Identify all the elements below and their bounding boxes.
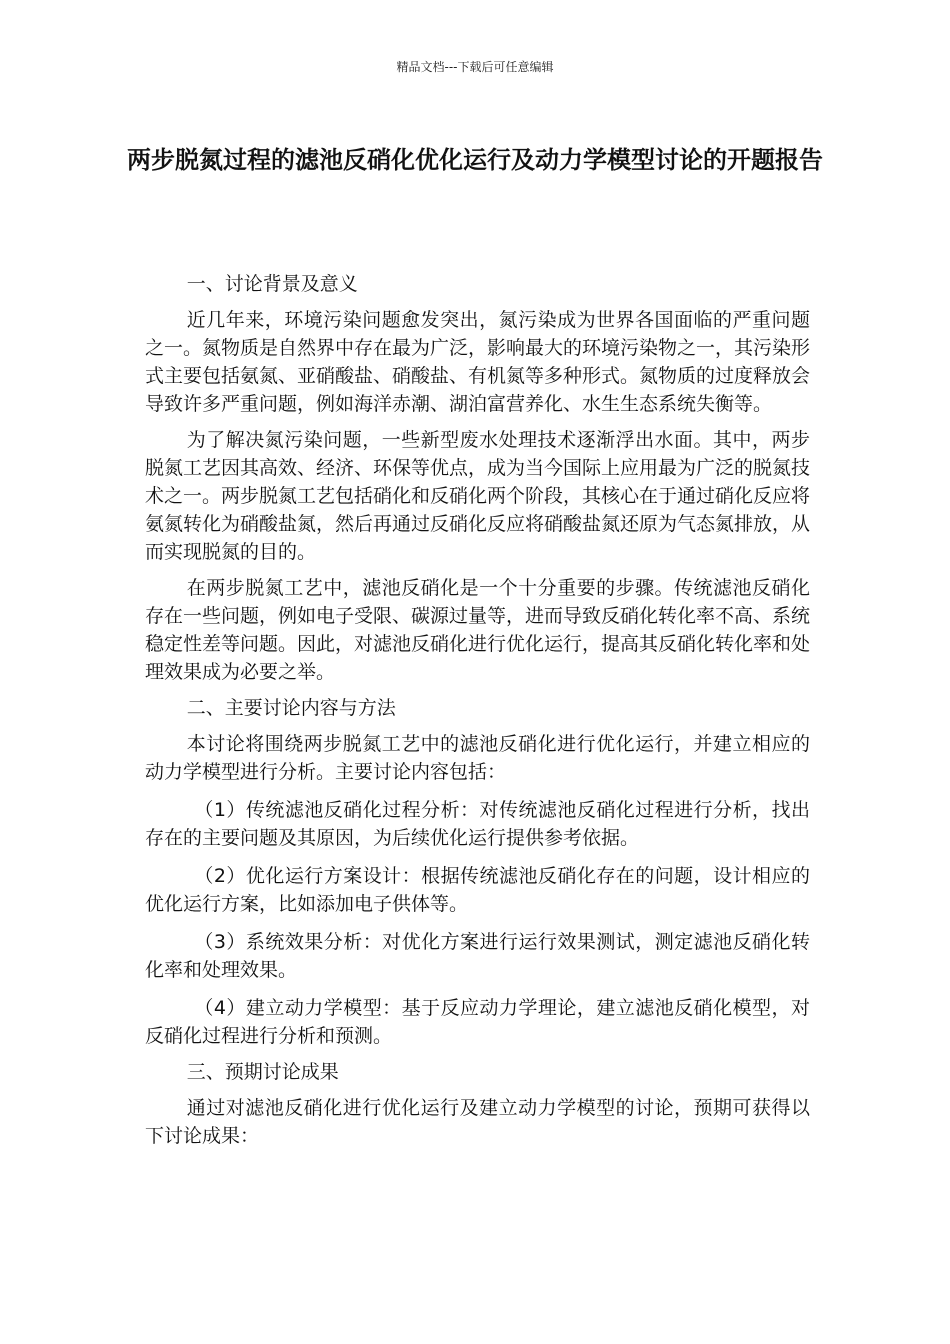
paragraph-results-1: 通过对滤池反硝化进行优化运行及建立动力学模型的讨论，预期可获得以下讨论成果：: [145, 1097, 810, 1147]
list-item-4: （4）建立动力学模型：基于反应动力学理论，建立滤池反硝化模型，对反硝化过程进行分析和预测。: [145, 997, 810, 1047]
section-heading-background: 一、讨论背景及意义: [186, 273, 358, 295]
page-header: 精品文档---下载后可任意编辑: [396, 60, 554, 74]
section-heading-results: 三、预期讨论成果: [186, 1061, 339, 1083]
list-item-1: （1）传统滤池反硝化过程分析：对传统滤池反硝化过程进行分析，找出存在的主要问题及其原因，为后续优化运行提供参考依据。: [145, 799, 810, 849]
paragraph-background-1: 近几年来，环境污染问题愈发突出，氮污染成为世界各国面临的严重问题之一。氮物质是自然界中存在最为广泛，影响最大的环境污染物之一，其污染形式主要包括氨氮、亚硝酸盐、硝酸盐、有机氮等多种形式。氮物质的过度释放会导致许多严重问题，例如海洋赤潮、湖泊富营养化、水生生态系统失衡等。: [145, 309, 811, 415]
section-heading-content: 二、主要讨论内容与方法: [186, 697, 396, 719]
document-body: [145, 270, 810, 1158]
paragraph-background-3: 在两步脱氮工艺中，滤池反硝化是一个十分重要的步骤。传统滤池反硝化存在一些问题，例如电子受限、碳源过量等，进而导致反硝化转化率不高、系统稳定性差等问题。因此，对滤池反硝化进行优化运行，提高其反硝化转化率和处理效果成为必要之举。: [145, 577, 811, 683]
paragraph-background-2: 为了解决氮污染问题，一些新型废水处理技术逐渐浮出水面。其中，两步脱氮工艺因其高效、经济、环保等优点，成为当今国际上应用最为广泛的脱氮技术之一。两步脱氮工艺包括硝化和反硝化两个阶段，其核心在于通过硝化反应将氨氮转化为硝酸盐氮，然后再通过反硝化反应将硝酸盐氮还原为气态氮排放，从而实现脱氮的目的。: [145, 429, 811, 563]
list-item-2: （2）优化运行方案设计：根据传统滤池反硝化存在的问题，设计相应的优化运行方案，比如添加电子供体等。: [145, 865, 810, 915]
document-title: 两步脱氮过程的滤池反硝化优化运行及动力学模型讨论的开题报告: [127, 146, 823, 174]
list-item-3: （3）系统效果分析：对优化方案进行运行效果测试，测定滤池反硝化转化率和处理效果。: [145, 931, 810, 981]
paragraph-content-intro: 本讨论将围绕两步脱氮工艺中的滤池反硝化进行优化运行，并建立相应的动力学模型进行分析。主要讨论内容包括：: [145, 733, 810, 783]
